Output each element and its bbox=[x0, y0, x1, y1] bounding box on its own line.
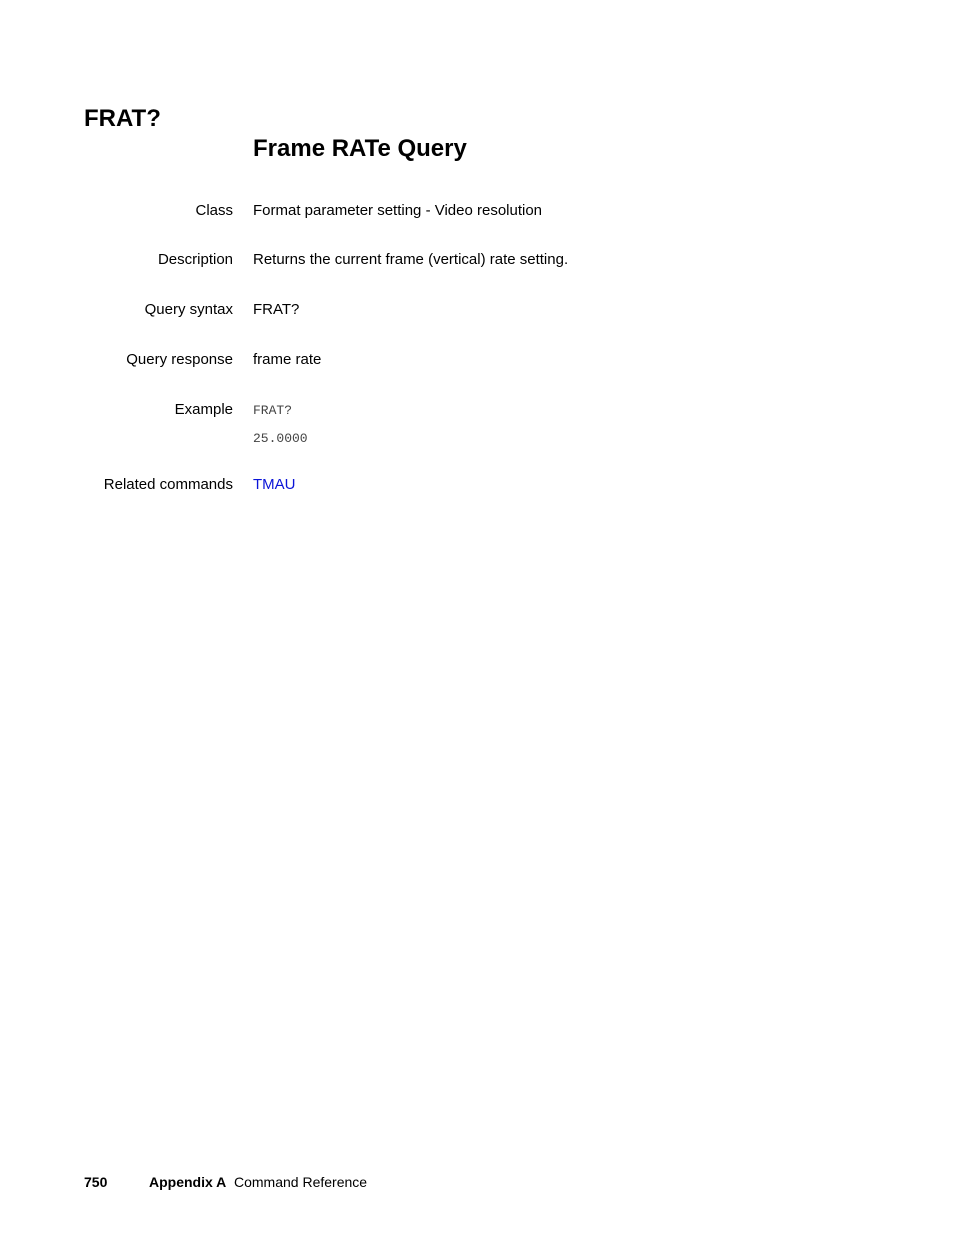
page-number: 750 bbox=[84, 1174, 108, 1190]
query-syntax-label: Query syntax bbox=[144, 301, 233, 318]
command-title: Frame RATe Query bbox=[253, 135, 467, 162]
class-value: Format parameter setting - Video resolution bbox=[253, 202, 543, 219]
related-commands-label: Related commands bbox=[103, 476, 233, 493]
class-label: Class bbox=[195, 202, 233, 219]
example-response-line: 25.0000 bbox=[253, 431, 308, 446]
example-label: Example bbox=[174, 401, 233, 418]
query-syntax-value: FRAT? bbox=[253, 301, 300, 318]
footer-appendix: Appendix A bbox=[149, 1174, 227, 1190]
footer-section-title: Command Reference bbox=[234, 1174, 368, 1190]
query-response-label: Query response bbox=[126, 351, 233, 368]
related-command-link-tmau[interactable]: TMAU bbox=[253, 476, 296, 493]
description-label: Description bbox=[157, 251, 233, 268]
description-value: Returns the current frame (vertical) rate setting. bbox=[253, 251, 569, 268]
example-command-line: FRAT? bbox=[253, 403, 293, 418]
command-name: FRAT? bbox=[84, 105, 161, 132]
query-response-value: frame rate bbox=[253, 351, 322, 368]
